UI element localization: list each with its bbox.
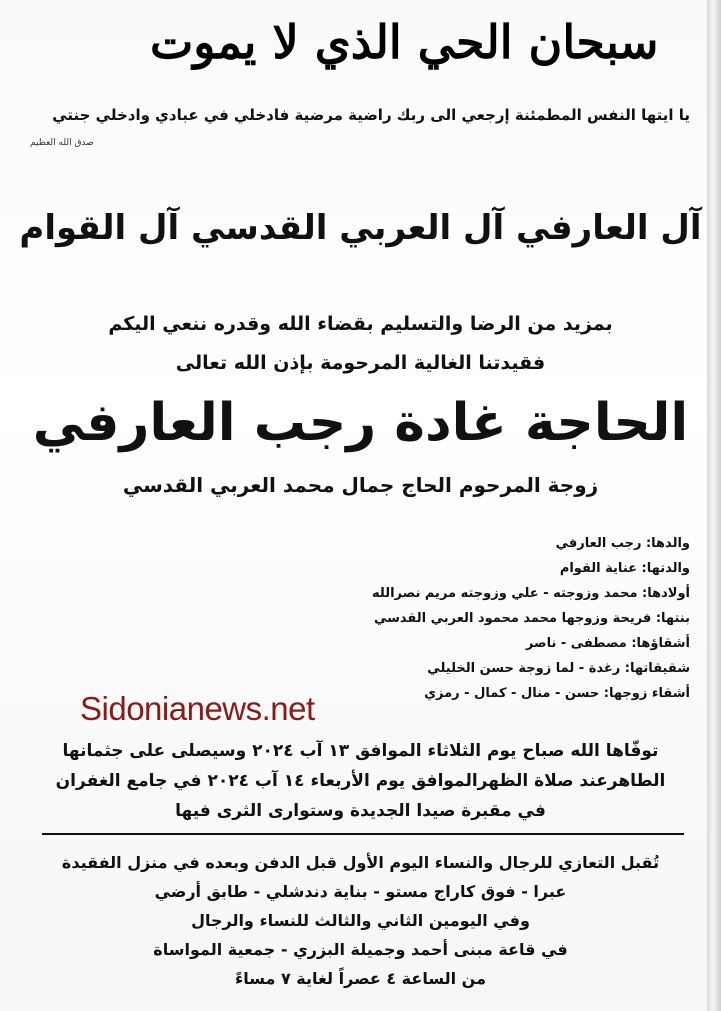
condolence-line: تُقبل التعازي للرجال والنساء اليوم الأول قبل الدفن وبعده في منزل الفقيدة <box>61 853 660 872</box>
site-watermark: Sidonianews.net <box>80 690 315 727</box>
verse-attribution: صدق الله العظيم <box>30 138 94 148</box>
condolence-line: عبرا - فوق كاراج مستو - بناية دندشلي - طابق أرضي <box>154 882 567 901</box>
deceased-name: الحاجة غادة رجب العارفي <box>32 393 689 453</box>
condolence-details <box>0 848 721 993</box>
announcement-line-2: فقيدتنا الغالية المرحومة بإذن الله تعالى <box>175 352 546 374</box>
condolence-line: من الساعة ٤ عصراً لغاية ٧ مساءً <box>235 969 486 988</box>
funeral-details <box>0 736 721 826</box>
condolence-line: في قاعة مبنى أحمد وجميلة البزري - جمعية المواساة <box>153 940 568 959</box>
condolence-line: وفي اليومين الثاني والثالث للنساء والرجال <box>191 911 530 930</box>
header-calligraphy: سبحان الحي الذي لا يموت <box>150 15 659 69</box>
relative-father: والدها: رجب العارفي <box>555 536 690 551</box>
quran-verse: يا ايتها النفس المطمئنة إرجعي الى ربك راضية مرضية فادخلي في عبادي وادخلي جنتي <box>52 106 690 124</box>
relative-mother: والدتها: عناية القوام <box>559 561 690 576</box>
announcement-line-1: بمزيد من الرضا والتسليم بقضاء الله وقدره ننعي اليكم <box>108 313 613 335</box>
relative-sons: أولادها: محمد وزوجته - علي وزوجته مريم نصرالله <box>372 586 690 601</box>
funeral-line: في مقبرة صيدا الجديدة وستوارى الثرى فيها <box>175 801 546 821</box>
family-names: آل العارفي آل العربي القدسي آل القوام <box>19 208 702 248</box>
relative-husband-siblings: أشقاء زوجها: حسن - منال - كمال - رمزي <box>424 686 690 701</box>
funeral-line: الطاهرعند صلاة الظهرالموافق يوم الأربعاء ١٤ آب ٢٠٢٤ في جامع الغفران <box>55 771 666 791</box>
funeral-line: توفّاها الله صباح يوم الثلاثاء الموافق ١٣ آب ٢٠٢٤ وسيصلى على جثمانها <box>62 741 659 761</box>
spouse-line: زوجة المرحوم الحاج جمال محمد العربي القدسي <box>122 473 599 497</box>
divider-line <box>42 833 684 835</box>
relative-sisters: شقيقاتها: رغدة - لما زوجة حسن الخليلي <box>427 661 690 676</box>
relative-brothers: أشقاؤها: مصطفى - ناصر <box>525 636 690 651</box>
relatives-list <box>300 531 690 706</box>
relative-daughter: بنتها: فريحة وزوجها محمد محمود العربي القدسي <box>373 611 690 626</box>
